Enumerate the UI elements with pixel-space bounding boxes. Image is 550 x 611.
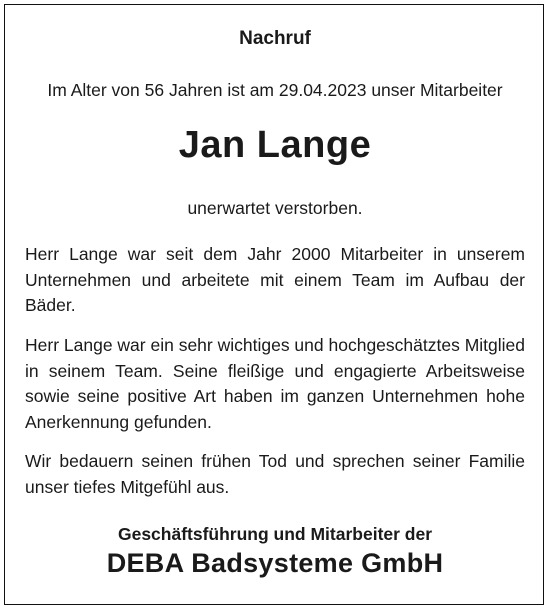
deceased-name: Jan Lange	[178, 124, 372, 166]
paragraph-employment: Herr Lange war seit dem Jahr 2000 Mitarbeiter in unserem Unternehmen und arbeitete mit einem Team im Aufbau der Bäder.	[25, 244, 525, 315]
signers-line: Geschäftsführung und Mitarbeiter der	[117, 524, 433, 544]
outcome-line: unerwartet verstorben.	[187, 198, 363, 218]
notice-title: Nachruf	[239, 28, 311, 49]
company-name: DEBA Badsysteme GmbH	[106, 548, 444, 578]
paragraph-appreciation: Herr Lange war ein sehr wichtiges und hochgeschätztes Mitglied in seinem Team. Seine fleißige und engagierte Arbeitsweise sowie seine positive Art haben im ganzen Unternehmen hohe Anerkennung gefunden.	[25, 335, 525, 432]
intro-line: Im Alter von 56 Jahren ist am 29.04.2023 unser Mitarbeiter	[47, 80, 503, 100]
paragraph-condolence: Wir bedauern seinen frühen Tod und sprechen seiner Familie unser tiefes Mitgefühl aus.	[25, 451, 525, 497]
